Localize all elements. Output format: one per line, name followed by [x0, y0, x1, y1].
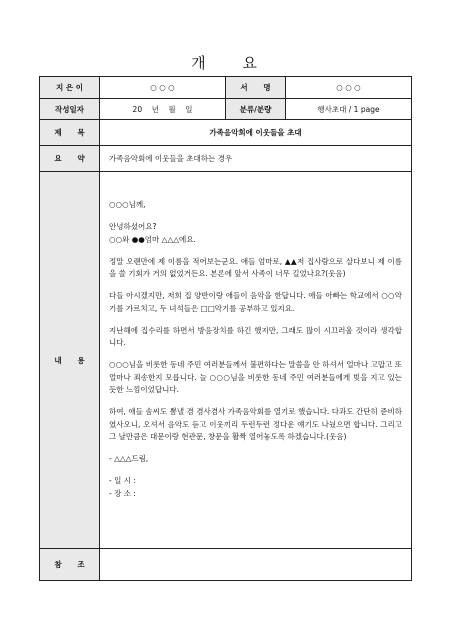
event-date-line: - 일 시 :: [109, 476, 136, 485]
content-body: [100, 172, 412, 549]
reference-label: 참 조: [40, 549, 100, 581]
subject-label: 제 목: [40, 120, 100, 146]
content-paragraph: 정말 오랜만에 제 이름을 적어보는군요. 애들 엄마로, ▲▲저 집사람으로 살다보니 제 이름을 쓸 기회가 거의 없었거든요. 본론에 앞서 사족이 너무 길었나요?(웃음): [109, 256, 402, 278]
signature-label: 서 명: [226, 77, 286, 99]
content-label: 내 용: [40, 172, 100, 549]
summary-row: [40, 146, 412, 172]
overview-form-table: [39, 76, 412, 581]
reference-row: [40, 549, 412, 581]
date-category-row: [40, 99, 412, 120]
content-paragraph: 하여, 애들 솜씨도 뽐낼 겸 겸사겸사 가족음악회를 열기로 했습니다. 다과도 간단히 준비하였사오니, 오셔서 음악도 듣고 이웃끼리 두런두런 정다운 얘기도 나눴으면 합니다. 그리고 그 날만큼은 대문이랑 현관문, 창문을 활짝 열어놓도록 하겠습니다.(웃음): [109, 407, 402, 441]
summary-value: 가족음악회에 이웃들을 초대하는 경우: [100, 146, 412, 172]
reference-value: [100, 549, 412, 581]
document-title: [0, 52, 450, 73]
content-paragraph: 다들 아시겠지만, 저희 집 양반이랑 애들이 음악을 한답니다. 애들 아빠는 학교에서 ○○악기를 가르치고, 두 녀석들은 □□악기를 공부하고 있지요.: [109, 291, 402, 313]
content-paragraph: ○○○님을 비롯한 동네 주민 여러분들께서 불편하다는 말씀을 안 하셔서 얼마나 고맙고 또 얼마나 죄송한지 모릅니다. 늘 ○○○님을 비롯한 동네 주민 여러분들에게 빚을 지고 있는 듯한 느낌이었답니다.: [109, 360, 402, 394]
subject-row: [40, 120, 412, 146]
signature-value: ○ ○ ○: [286, 77, 412, 99]
author-label: 지 은 이: [40, 77, 100, 99]
content-row: [40, 172, 412, 549]
content-paragraph: - △△△드림,: [109, 454, 149, 463]
category-value: 행사초대 / 1 page: [286, 99, 412, 120]
title-char-1: 개: [191, 54, 208, 72]
category-label: 분류/분량: [226, 99, 286, 120]
author-row: [40, 77, 412, 99]
content-paragraph: 지난해에 집수리를 하면서 방음장치를 하긴 했지만, 그래도 많이 시끄러울 것이라 생각합니다.: [109, 325, 402, 347]
author-value: ○ ○ ○: [100, 77, 226, 99]
title-char-2: 요: [242, 54, 259, 72]
summary-label: 요 약: [40, 146, 100, 172]
subject-value: 가족음악회에 이웃들을 초대: [100, 120, 412, 146]
content-paragraph: 안녕하셨어요? ○○와 ●●엄마 △△△에요.: [109, 222, 196, 244]
date-label: 작성일자: [40, 99, 100, 120]
content-paragraph: ○○○님께,: [109, 200, 146, 209]
event-place-line: - 장 소 :: [109, 488, 136, 498]
date-value: 20 년 월 일: [100, 99, 226, 120]
